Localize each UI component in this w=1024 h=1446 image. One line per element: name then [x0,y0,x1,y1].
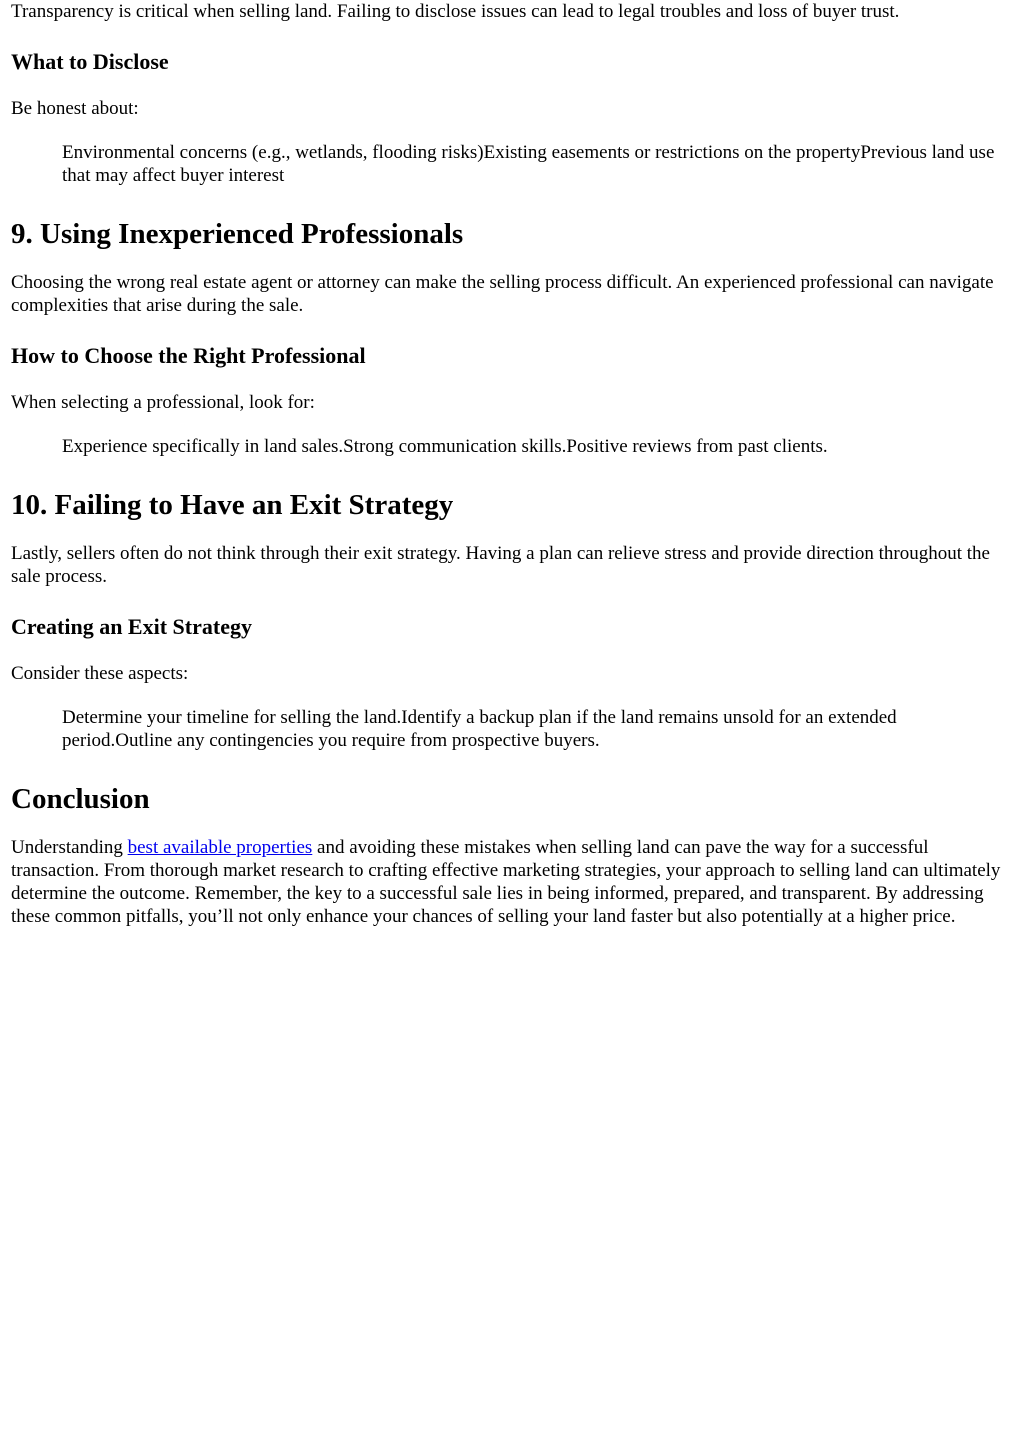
section-9-body-paragraph: Choosing the wrong real estate agent or attorney can make the selling process difficult. An experienced professional can navigate complexities that arise during the sale. [11,272,994,316]
section-10-body-paragraph: Lastly, sellers often do not think through their exit strategy. Having a plan can relieve stress and provide direction throughout the sale process. [11,543,990,587]
section-10-lead-paragraph: Consider these aspects: [11,663,189,684]
section-10-heading: 10. Failing to Have an Exit Strategy [11,489,454,521]
conclusion-text-rest: and avoiding these mistakes when selling land can pave the way for a successful transaction. From thorough market research to crafting effective marketing strategies, your approach to selling land can ultimately determine the outcome. Remember, the key to a successful sale lies in being informed, prepared, and transparent. By addressing these common pitfalls, you’ll not only enhance your chances of selling your land faster but also potentially at a higher price. [11,837,1001,927]
exit-strategy-list-block: Determine your timeline for selling the land.Identify a backup plan if the land remains unsold for an extended period.Outline any contingencies you require from prospective buyers. [62,707,897,751]
article-content [11,0,1011,928]
conclusion-paragraph [11,836,1011,928]
section-9-heading: 9. Using Inexperienced Professionals [11,218,464,250]
choose-professional-heading: How to Choose the Right Professional [11,343,366,368]
exit-strategy-heading: Creating an Exit Strategy [11,614,252,639]
conclusion-text-start: Understanding [11,837,128,858]
disclosure-lead-paragraph: Be honest about: [11,98,139,119]
what-to-disclose-heading: What to Disclose [11,49,169,74]
disclosure-list-block: Environmental concerns (e.g., wetlands, flooding risks)Existing easements or restrictions on the propertyPrevious land use that may affect buyer interest [62,142,995,186]
section-9-lead-paragraph: When selecting a professional, look for: [11,392,315,413]
best-available-properties-link[interactable]: best available properties [127,837,313,858]
disclosure-intro-paragraph: Transparency is critical when selling land. Failing to disclose issues can lead to legal troubles and loss of buyer trust. [11,1,900,22]
professional-criteria-list-block: Experience specifically in land sales.Strong communication skills.Positive reviews from past clients. [62,436,828,457]
conclusion-heading: Conclusion [11,783,150,815]
